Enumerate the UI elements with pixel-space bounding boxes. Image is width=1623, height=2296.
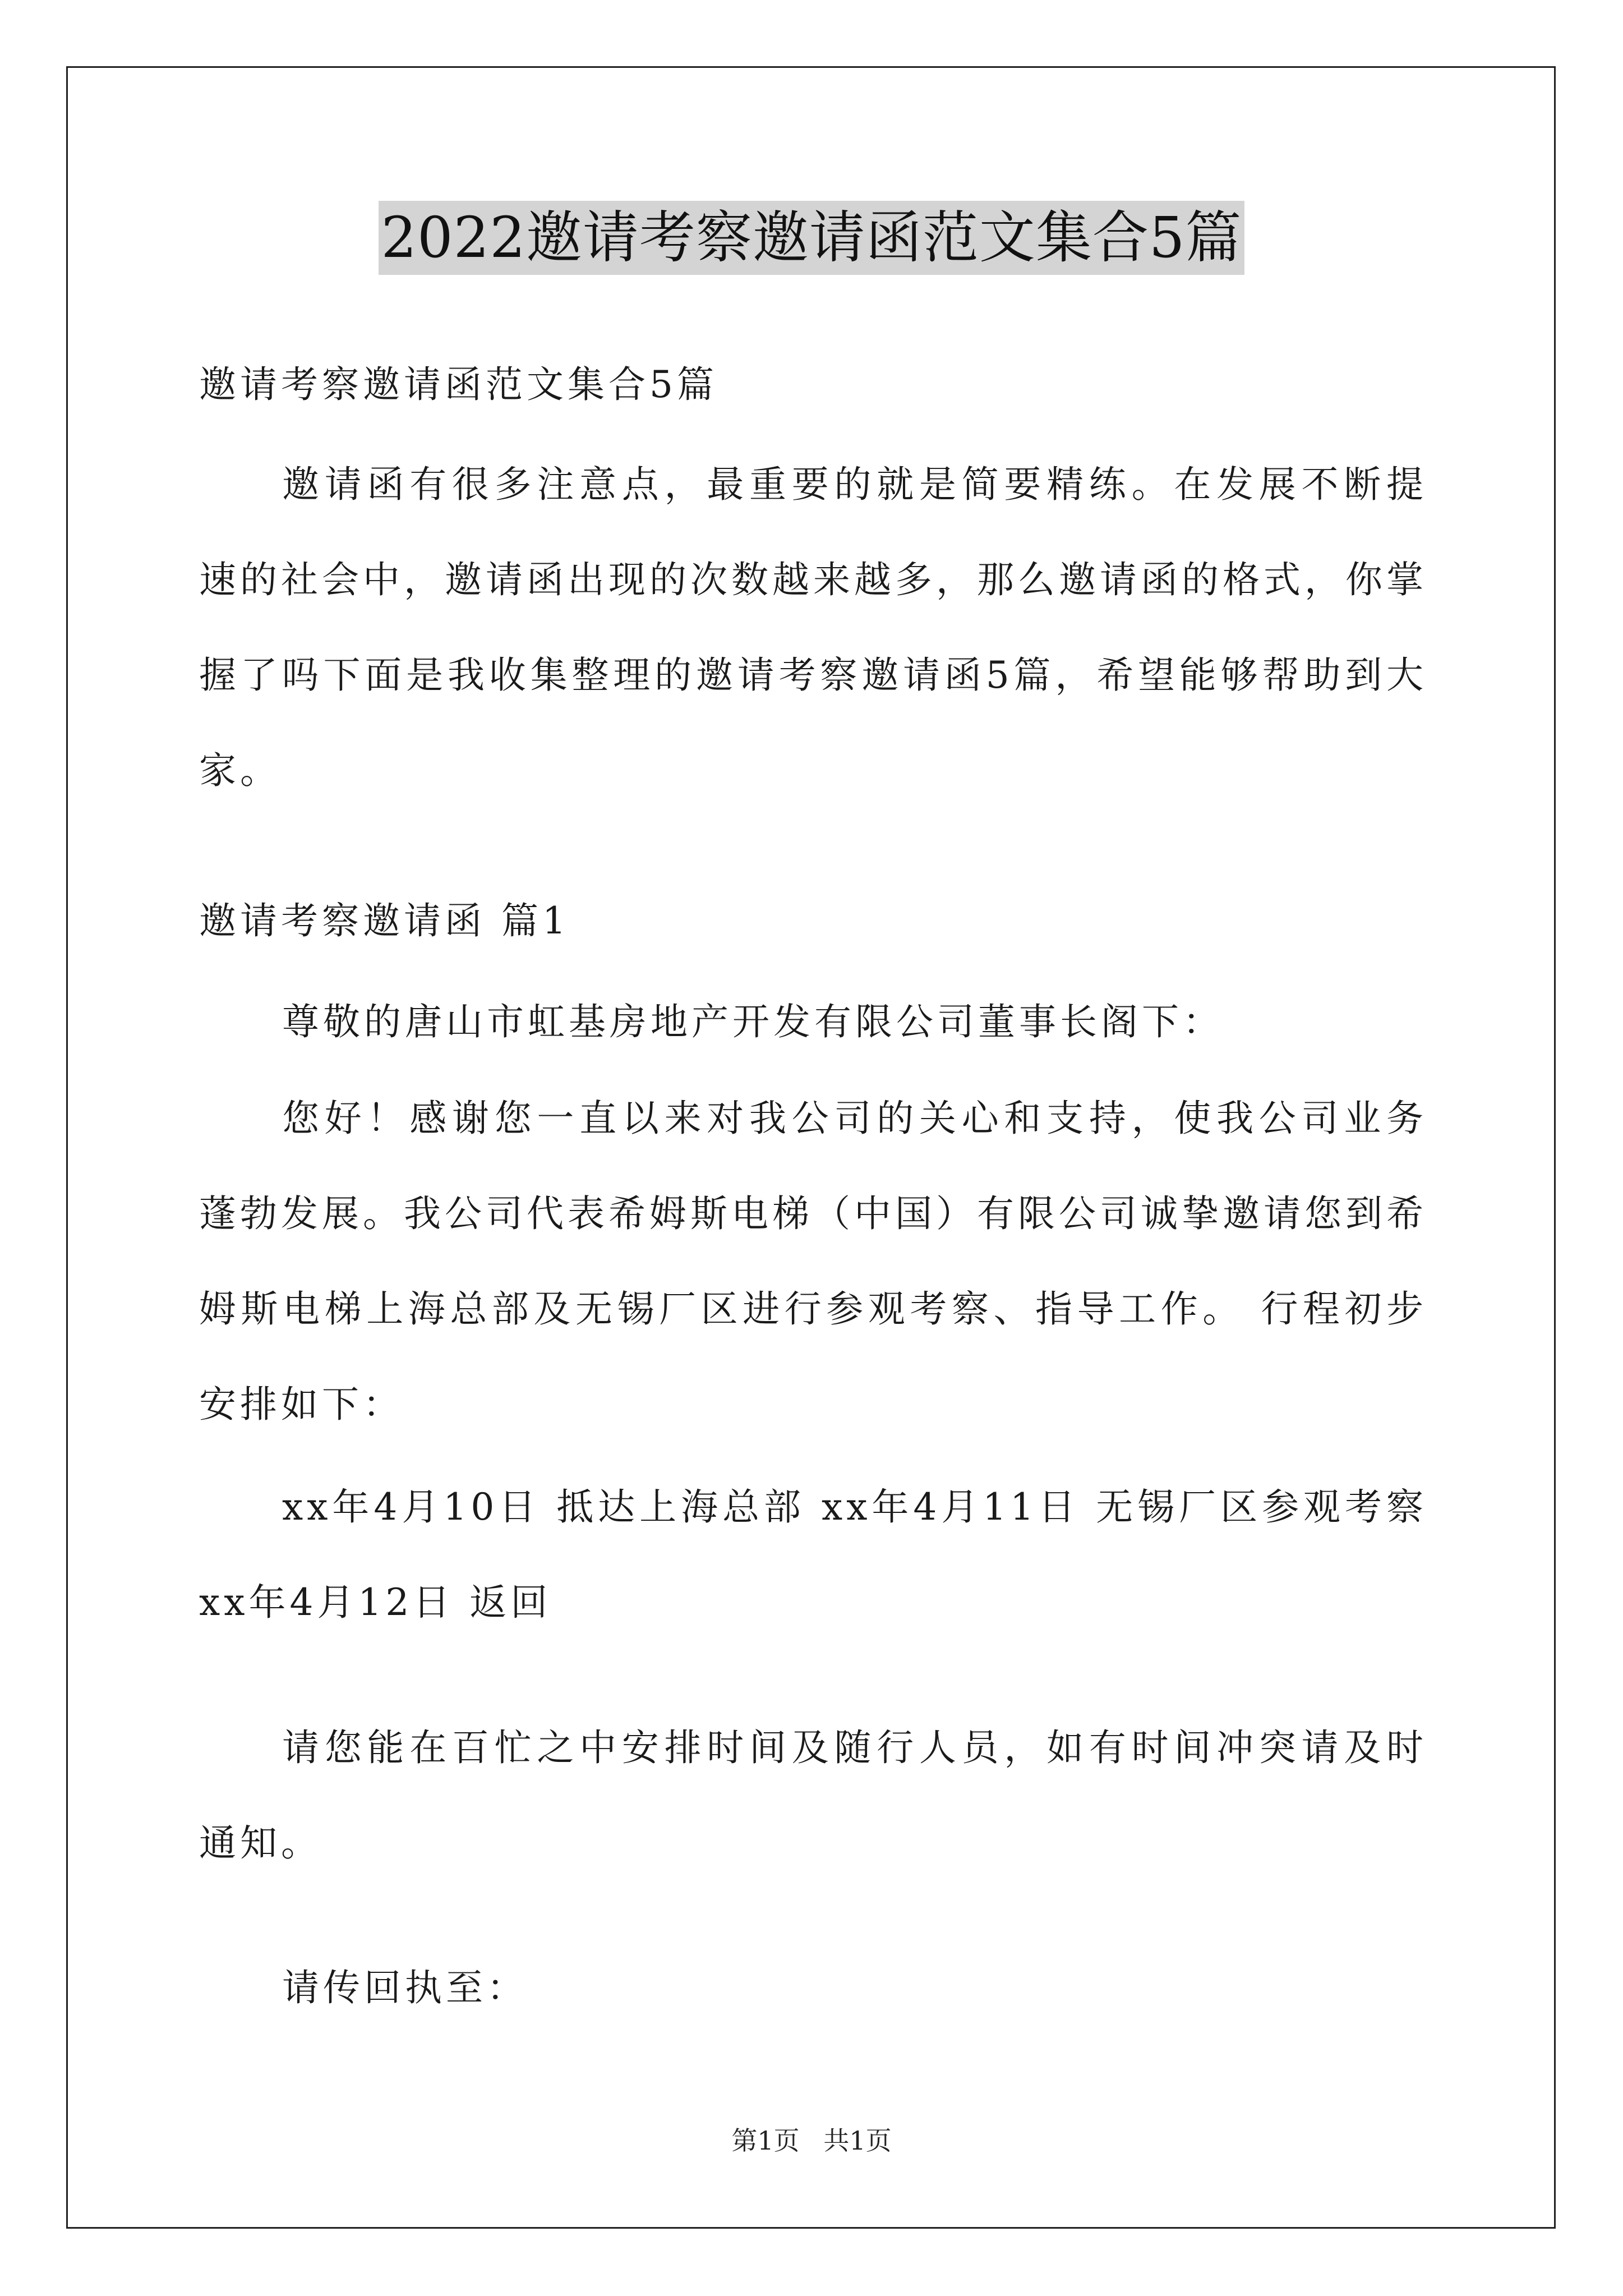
- intro-paragraph: 邀请函有很多注意点，最重要的就是简要精练。在发展不断提速的社会中，邀请函出现的次数越来越多，那么邀请函的格式，你掌握了吗下面是我收集整理的邀请考察邀请函5篇，希望能够帮助到大家。: [199, 463, 1427, 792]
- page-footer: [0, 2120, 1623, 2157]
- document-title: 2022邀请考察邀请函范文集合5篇: [379, 201, 1244, 275]
- body-paragraph-invitation: 您好！感谢您一直以来对我公司的关心和支持，使我公司业务蓬勃发展。我公司代表希姆斯电梯（中国）有限公司诚挚邀请您到希姆斯电梯上海总部及无锡厂区进行参观考察、指导工作。 行程初步安排如下：: [199, 1097, 1427, 1426]
- title-container: [0, 201, 1623, 275]
- page-total: 共1页: [823, 2125, 892, 2156]
- document-subtitle: 邀请考察邀请函范文集合5篇: [199, 363, 718, 406]
- body-paragraph-request: 请您能在百忙之中安排时间及随行人员，如有时间冲突请及时通知。: [199, 1726, 1427, 1865]
- page-number: 第1页: [731, 2125, 800, 2156]
- body-paragraph-itinerary: xx年4月10日 抵达上海总部 xx年4月11日 无锡厂区参观考察 xx年4月12日 返回: [199, 1485, 1427, 1624]
- section-heading: 邀请考察邀请函 篇1: [199, 899, 570, 942]
- salutation-paragraph: 尊敬的唐山市虹基房地产开发有限公司董事长阁下：: [282, 1000, 1224, 1043]
- body-paragraph-reply: 请传回执至：: [282, 1966, 528, 2009]
